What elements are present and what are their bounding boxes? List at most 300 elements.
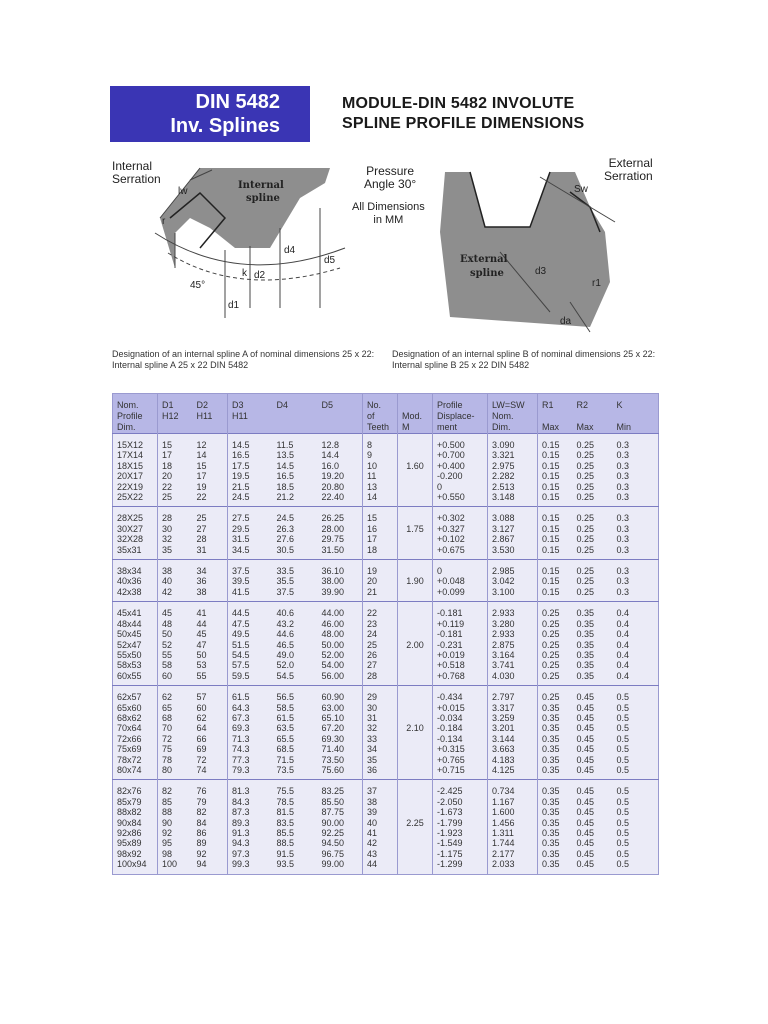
table-cell: 29.75 — [318, 534, 363, 544]
table-cell: 31.50 — [318, 545, 363, 560]
table-cell: 26.25 — [318, 507, 363, 524]
table-cell: 0.25 — [573, 507, 613, 524]
table-cell: 20.80 — [318, 482, 363, 492]
table-cell: 78x72 — [113, 755, 158, 765]
table-cell: 32 — [363, 723, 398, 733]
table-cell: 65x60 — [113, 703, 158, 713]
table-cell: 0.4 — [613, 640, 659, 650]
table-cell: 0.15 — [538, 524, 573, 534]
table-cell: 88.5 — [273, 838, 318, 848]
table-cell: 3.201 — [488, 723, 538, 733]
lw-label: lw — [178, 186, 188, 197]
table-cell: 0.4 — [613, 619, 659, 629]
external-designation-line2: Internal spline B 25 x 22 DIN 5482 — [392, 360, 530, 370]
table-cell: 21.2 — [273, 492, 318, 507]
external-spline-text-1: External — [460, 254, 508, 265]
table-cell: 46.00 — [318, 619, 363, 629]
pressure-angle-label — [364, 165, 416, 191]
table-cell: 56.5 — [273, 686, 318, 703]
table-cell: 0.35 — [538, 828, 573, 838]
table-cell: 22 — [193, 492, 228, 507]
table-cell: 58 — [158, 660, 193, 670]
table-cell: 0.35 — [573, 629, 613, 639]
table-cell: 3.100 — [488, 587, 538, 602]
table-row — [113, 734, 659, 744]
table-row — [113, 849, 659, 859]
table-cell: 15 — [363, 507, 398, 524]
table-cell: 84 — [193, 818, 228, 828]
internal-designation-line2: Internal spline A 25 x 22 DIN 5482 — [112, 360, 249, 370]
table-cell: -2.425 — [433, 780, 488, 797]
table-cell: 67.20 — [318, 723, 363, 733]
module-cell — [398, 765, 433, 780]
table-cell: 35x31 — [113, 545, 158, 560]
table-cell: 0.25 — [538, 660, 573, 670]
table-cell: 66 — [193, 734, 228, 744]
table-cell: -1.175 — [433, 849, 488, 859]
table-cell: 2.513 — [488, 482, 538, 492]
table-cell: 88 — [158, 807, 193, 817]
table-cell: 0.35 — [573, 640, 613, 650]
table-cell: 75.60 — [318, 765, 363, 780]
table-cell: 55 — [193, 671, 228, 686]
table-cell: 1.744 — [488, 838, 538, 848]
table-group — [113, 434, 659, 507]
table-cell: 2.933 — [488, 602, 538, 619]
table-cell: 27 — [363, 660, 398, 670]
table-cell: 90x84 — [113, 818, 158, 828]
table-cell: 68.5 — [273, 744, 318, 754]
header-line — [542, 411, 573, 422]
d2-label: d2 — [254, 270, 266, 281]
table-cell: 34 — [363, 744, 398, 754]
module-cell: 2.10 — [398, 723, 433, 733]
table-cell: 27.5 — [228, 507, 273, 524]
table-cell: 14.4 — [318, 450, 363, 460]
table-cell: 2.282 — [488, 471, 538, 481]
table-row — [113, 461, 659, 471]
table-cell: 94 — [193, 859, 228, 874]
table-group — [113, 602, 659, 686]
table-cell: 0.45 — [573, 744, 613, 754]
table-cell: 0.35 — [538, 703, 573, 713]
table-cell: 82x76 — [113, 780, 158, 797]
module-cell: 1.75 — [398, 524, 433, 534]
module-cell — [398, 650, 433, 660]
table-row — [113, 838, 659, 848]
table-cell: 0.15 — [538, 560, 573, 577]
table-cell: 75.5 — [273, 780, 318, 797]
table-cell: +0.302 — [433, 507, 488, 524]
table-cell: 0.25 — [538, 671, 573, 686]
table-row — [113, 482, 659, 492]
table-cell: 0.5 — [613, 734, 659, 744]
table-cell: 48x44 — [113, 619, 158, 629]
table-cell: 14.5 — [273, 461, 318, 471]
table-cell: 3.321 — [488, 450, 538, 460]
table-cell: 22 — [363, 602, 398, 619]
table-cell: 61.5 — [273, 713, 318, 723]
table-cell: 35.5 — [273, 576, 318, 586]
table-cell: 60 — [158, 671, 193, 686]
table-cell: 42 — [158, 587, 193, 602]
table-cell: 0.25 — [573, 524, 613, 534]
header-line: H11 — [232, 411, 248, 421]
module-cell — [398, 797, 433, 807]
table-cell: 38.00 — [318, 576, 363, 586]
header-line: Max — [576, 422, 594, 432]
table-cell: 33.5 — [273, 560, 318, 577]
table-cell: 32 — [158, 534, 193, 544]
table-cell: 52x47 — [113, 640, 158, 650]
sw-label: Sw — [574, 184, 588, 195]
table-cell: 51.5 — [228, 640, 273, 650]
table-cell: 23 — [363, 619, 398, 629]
table-cell: 0.5 — [613, 838, 659, 848]
header-line: Min — [616, 422, 632, 432]
internal-designation — [112, 349, 374, 371]
table-row — [113, 629, 659, 639]
module-cell: 2.25 — [398, 818, 433, 828]
table-cell: 67.3 — [228, 713, 273, 723]
table-cell: 43 — [363, 849, 398, 859]
table-cell: 0.45 — [573, 859, 613, 874]
table-cell: 98x92 — [113, 849, 158, 859]
table-cell: 47.5 — [228, 619, 273, 629]
all-dimensions-label — [352, 201, 425, 227]
table-cell: 62 — [193, 713, 228, 723]
table-cell: 0.45 — [573, 713, 613, 723]
table-cell: +0.102 — [433, 534, 488, 544]
table-header-cell — [113, 394, 158, 434]
table-cell: 48.00 — [318, 629, 363, 639]
table-cell: 39.5 — [228, 576, 273, 586]
table-cell: 69.30 — [318, 734, 363, 744]
table-cell: 0.35 — [538, 797, 573, 807]
table-cell: 44 — [193, 619, 228, 629]
table-cell: 60 — [193, 703, 228, 713]
table-cell: 0.35 — [538, 780, 573, 797]
table-cell: 17X14 — [113, 450, 158, 460]
table-cell: 40.6 — [273, 602, 318, 619]
table-cell: 0.25 — [538, 602, 573, 619]
table-cell: 42 — [363, 838, 398, 848]
table-cell: 0.35 — [573, 650, 613, 660]
table-header-cell — [433, 394, 488, 434]
table-cell: 70x64 — [113, 723, 158, 733]
header-line: D1 — [162, 400, 174, 410]
table-cell: 16.5 — [273, 471, 318, 481]
table-cell: 0.25 — [573, 576, 613, 586]
table-group — [113, 780, 659, 874]
header-line: Nom. — [492, 411, 514, 421]
table-cell: 57.5 — [228, 660, 273, 670]
table-row — [113, 560, 659, 577]
module-cell — [398, 602, 433, 619]
table-cell: 47 — [193, 640, 228, 650]
table-cell: 0.35 — [573, 602, 613, 619]
table-cell: 28 — [158, 507, 193, 524]
table-cell: 91.3 — [228, 828, 273, 838]
table-cell: +0.500 — [433, 434, 488, 451]
table-cell: 0.25 — [573, 450, 613, 460]
table-cell: 0.5 — [613, 797, 659, 807]
table-cell: 63.00 — [318, 703, 363, 713]
module-cell — [398, 780, 433, 797]
module-cell — [398, 838, 433, 848]
table-cell: 54.5 — [273, 671, 318, 686]
table-cell: 0.3 — [613, 576, 659, 586]
din-badge — [110, 86, 310, 142]
table-header-cell — [488, 394, 538, 434]
table-cell: 0.35 — [573, 660, 613, 670]
table-cell: 36 — [193, 576, 228, 586]
angle-label: 45° — [190, 280, 206, 291]
table-cell: 1.167 — [488, 797, 538, 807]
table-cell: 0.25 — [573, 461, 613, 471]
table-cell: 4.125 — [488, 765, 538, 780]
table-cell: 14.5 — [228, 434, 273, 451]
table-cell: 62x57 — [113, 686, 158, 703]
d3-label: d3 — [535, 266, 547, 277]
table-row — [113, 797, 659, 807]
table-cell: 0.3 — [613, 507, 659, 524]
table-cell: 0.35 — [573, 619, 613, 629]
table-cell: 0.3 — [613, 545, 659, 560]
table-cell: 99.3 — [228, 859, 273, 874]
table-cell: 28 — [193, 534, 228, 544]
table-cell: 56.00 — [318, 671, 363, 686]
table-cell: 35 — [158, 545, 193, 560]
table-row — [113, 807, 659, 817]
table-cell: 0.25 — [573, 434, 613, 451]
table-cell: 24 — [363, 629, 398, 639]
table-cell: 28 — [363, 671, 398, 686]
module-cell — [398, 545, 433, 560]
table-cell: 72 — [193, 755, 228, 765]
table-cell: 44.6 — [273, 629, 318, 639]
internal-spline-figure — [150, 158, 350, 333]
table-row — [113, 602, 659, 619]
table-cell: 40 — [363, 818, 398, 828]
table-cell: 0 — [433, 560, 488, 577]
table-cell: 0.15 — [538, 576, 573, 586]
table-cell: 2.797 — [488, 686, 538, 703]
table-cell: 40x36 — [113, 576, 158, 586]
table-cell: 25 — [193, 507, 228, 524]
table-cell: 59.5 — [228, 671, 273, 686]
table-cell: 65 — [158, 703, 193, 713]
table-cell: +0.550 — [433, 492, 488, 507]
table-row — [113, 534, 659, 544]
table-cell: 22X19 — [113, 482, 158, 492]
table-header-cell — [273, 394, 318, 434]
table-cell: 18 — [363, 545, 398, 560]
table-cell: 91.5 — [273, 849, 318, 859]
table-cell: 92 — [158, 828, 193, 838]
table-cell: 0.25 — [573, 471, 613, 481]
external-label-line2: Serration — [604, 169, 653, 183]
table-cell: 62 — [158, 686, 193, 703]
table-cell: 0.3 — [613, 434, 659, 451]
header-line — [322, 411, 363, 422]
table-cell: 76 — [193, 780, 228, 797]
table-cell: 69.3 — [228, 723, 273, 733]
table-row — [113, 450, 659, 460]
table-cell: 3.088 — [488, 507, 538, 524]
table-cell: 60x55 — [113, 671, 158, 686]
module-cell: 1.60 — [398, 461, 433, 471]
table-cell: 41 — [363, 828, 398, 838]
table-cell: 0.25 — [573, 482, 613, 492]
table-cell: 0.25 — [573, 560, 613, 577]
table-group — [113, 560, 659, 602]
header-line: Max — [542, 422, 560, 432]
table-cell: 38 — [363, 797, 398, 807]
table-cell: 34 — [193, 560, 228, 577]
table-cell: +0.518 — [433, 660, 488, 670]
table-cell: 79.3 — [228, 765, 273, 780]
header-line — [232, 422, 273, 433]
table-cell: 22 — [158, 482, 193, 492]
table-cell: 0.45 — [573, 797, 613, 807]
table-cell: 3.280 — [488, 619, 538, 629]
table-cell: +0.675 — [433, 545, 488, 560]
table-cell: 36 — [363, 765, 398, 780]
table-cell: 0.3 — [613, 524, 659, 534]
table-cell: 0.15 — [538, 587, 573, 602]
table-cell: 0.45 — [573, 828, 613, 838]
table-cell: 14 — [363, 492, 398, 507]
table-cell: 100 — [158, 859, 193, 874]
table-cell: 39 — [363, 807, 398, 817]
table-cell: 61.5 — [228, 686, 273, 703]
table-cell: 63.5 — [273, 723, 318, 733]
table-cell: 37 — [363, 780, 398, 797]
title-line-2: SPLINE PROFILE DIMENSIONS — [342, 115, 585, 132]
table-cell: 38x34 — [113, 560, 158, 577]
module-cell — [398, 744, 433, 754]
module-cell: 1.90 — [398, 576, 433, 586]
module-cell — [398, 507, 433, 524]
table-cell: +0.015 — [433, 703, 488, 713]
table-cell: 1.311 — [488, 828, 538, 838]
table-cell: 0.15 — [538, 534, 573, 544]
table-cell: 90 — [158, 818, 193, 828]
table-cell: 33 — [363, 734, 398, 744]
internal-spline-text-1: Internal — [238, 180, 284, 191]
table-cell: 40 — [158, 576, 193, 586]
table-cell: 0.45 — [573, 807, 613, 817]
table-cell: 12.8 — [318, 434, 363, 451]
table-row — [113, 703, 659, 713]
module-cell — [398, 492, 433, 507]
table-cell: 0.3 — [613, 461, 659, 471]
table-cell: 79 — [193, 797, 228, 807]
module-cell — [398, 560, 433, 577]
table-cell: 19.5 — [228, 471, 273, 481]
table-cell: 20X17 — [113, 471, 158, 481]
header-line: Profile — [437, 400, 463, 410]
table-cell: +0.019 — [433, 650, 488, 660]
module-cell — [398, 807, 433, 817]
table-row — [113, 859, 659, 874]
header-line: ment — [437, 422, 458, 432]
table-cell: 96.75 — [318, 849, 363, 859]
external-spline-text-2: spline — [470, 268, 504, 279]
table-cell: -1.299 — [433, 859, 488, 874]
table-cell: 90.00 — [318, 818, 363, 828]
table-cell: 0.35 — [538, 859, 573, 874]
module-cell — [398, 703, 433, 713]
header-line: No. — [367, 400, 382, 410]
table-cell: +0.099 — [433, 587, 488, 602]
d4-label: d4 — [284, 245, 296, 256]
table-cell: 29 — [363, 686, 398, 703]
table-cell: 0.15 — [538, 450, 573, 460]
table-cell: 4.030 — [488, 671, 538, 686]
table-cell: 0.35 — [538, 807, 573, 817]
table-cell: 4.183 — [488, 755, 538, 765]
table-cell: 0.5 — [613, 755, 659, 765]
table-cell: 37.5 — [273, 587, 318, 602]
table-cell: 3.148 — [488, 492, 538, 507]
table-cell: 82 — [193, 807, 228, 817]
table-cell: 44 — [363, 859, 398, 874]
table-cell: 3.741 — [488, 660, 538, 670]
module-cell — [398, 534, 433, 544]
table-cell: +0.768 — [433, 671, 488, 686]
table-cell: 52.0 — [273, 660, 318, 670]
d5-label: d5 — [324, 255, 336, 266]
table-cell: 54.00 — [318, 660, 363, 670]
module-cell — [398, 755, 433, 765]
table-cell: 0.25 — [573, 534, 613, 544]
table-cell: 16.5 — [228, 450, 273, 460]
table-cell: 0.15 — [538, 461, 573, 471]
table-cell: 24.5 — [273, 507, 318, 524]
internal-label-line2: Serration — [112, 172, 161, 186]
table-row — [113, 640, 659, 650]
table-cell: 16.0 — [318, 461, 363, 471]
table-cell: 0.35 — [538, 755, 573, 765]
table-cell: 0.25 — [538, 686, 573, 703]
header-line: D2 — [196, 400, 209, 410]
d1-label: d1 — [228, 300, 240, 311]
module-cell — [398, 686, 433, 703]
table-cell: 93.5 — [273, 859, 318, 874]
table-cell: 2.867 — [488, 534, 538, 544]
table-cell: +0.400 — [433, 461, 488, 471]
internal-spline-text-2: spline — [246, 193, 280, 204]
table-cell: 75 — [158, 744, 193, 754]
table-cell: +0.119 — [433, 619, 488, 629]
table-cell: 78 — [158, 755, 193, 765]
table-cell: 60.90 — [318, 686, 363, 703]
table-cell: 0.3 — [613, 450, 659, 460]
table-cell: 3.042 — [488, 576, 538, 586]
module-cell — [398, 482, 433, 492]
table-cell: 0.35 — [538, 744, 573, 754]
table-cell: 41 — [193, 602, 228, 619]
table-cell: 0.5 — [613, 859, 659, 874]
table-cell: 46.5 — [273, 640, 318, 650]
table-cell: 53 — [193, 660, 228, 670]
title-line-1: MODULE-DIN 5482 INVOLUTE — [342, 95, 575, 112]
table-cell: 50.00 — [318, 640, 363, 650]
table-cell: 26.3 — [273, 524, 318, 534]
table-cell: -0.134 — [433, 734, 488, 744]
